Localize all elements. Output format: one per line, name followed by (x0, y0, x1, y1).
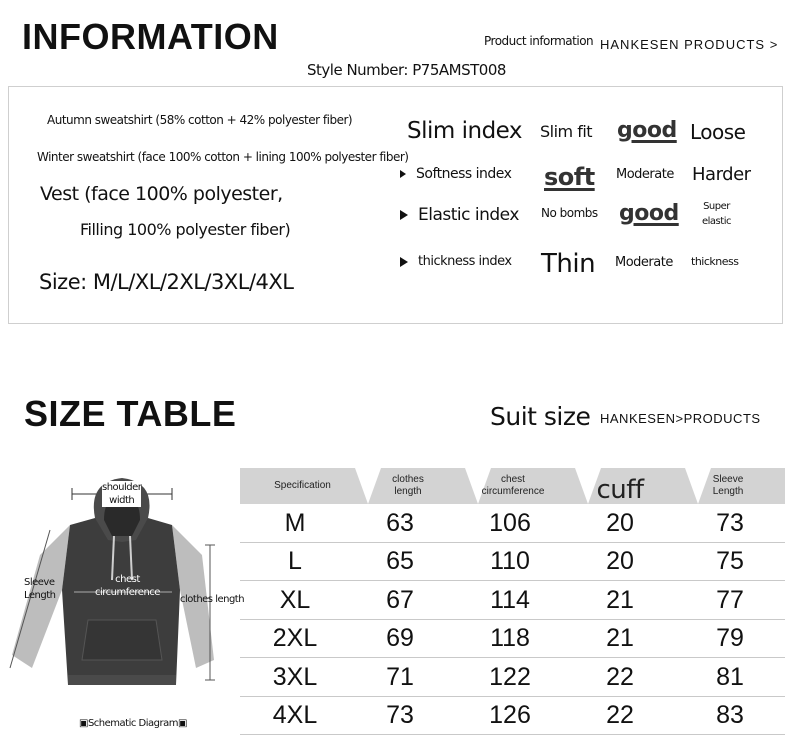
cell-clothes-length: 63 (386, 508, 414, 537)
diagram-chest-label (95, 573, 160, 599)
material-winter: Winter sweatshirt (face 100% cotton + lining 100% polyester fiber) (37, 150, 409, 164)
cell-cuff: 22 (606, 701, 634, 729)
table-row (240, 543, 785, 582)
size-brand-label: HANKESEN>PRODUCTS (600, 411, 761, 426)
elastic-opt-good: good (619, 201, 679, 226)
information-title: INFORMATION (22, 16, 279, 57)
cell-size: XL (279, 585, 311, 614)
cell-size: L (288, 547, 302, 575)
cell-sleeve: 77 (716, 585, 744, 614)
cell-clothes-length: 65 (386, 547, 414, 575)
softness-opt-moderate: Moderate (616, 167, 674, 182)
cell-chest: 118 (490, 624, 530, 652)
slim-opt-slimfit: Slim fit (540, 122, 593, 141)
cell-cuff: 21 (606, 624, 634, 652)
cell-cuff: 20 (606, 547, 634, 575)
header-clothes-length (368, 468, 448, 504)
diagram-shoulder-line2: width (109, 495, 135, 506)
diagram-sleeve-line2: Length (24, 590, 56, 601)
thickness-index-label: thickness index (418, 254, 512, 269)
size-list: Size: M/L/XL/2XL/3XL/4XL (39, 270, 294, 294)
cell-clothes-length: 67 (386, 585, 414, 614)
cell-sleeve: 75 (716, 547, 744, 575)
cell-clothes-length: 71 (386, 662, 414, 691)
diagram-shoulder-line1: shoulder (102, 482, 142, 493)
header-sleeve-line2: Length (712, 486, 744, 497)
bullet-triangle-icon (400, 210, 408, 220)
cell-sleeve: 81 (716, 662, 744, 691)
cell-sleeve: 73 (716, 508, 744, 537)
cell-size: 2XL (272, 624, 318, 652)
thickness-opt-moderate: Moderate (615, 255, 673, 270)
header-clothes-length-line1: clothes (392, 474, 424, 485)
cell-chest: 122 (489, 662, 531, 691)
table-row (240, 504, 785, 543)
size-table-title: SIZE TABLE (24, 393, 237, 434)
cell-chest: 126 (489, 701, 531, 729)
softness-opt-harder: Harder (692, 164, 751, 185)
material-vest-line2: Filling 100% polyester fiber) (80, 220, 291, 239)
cell-size: M (284, 508, 306, 537)
header-chest (472, 468, 554, 504)
slim-opt-loose: Loose (690, 120, 746, 144)
cell-cuff: 20 (606, 508, 634, 537)
header-clothes-length-line2: length (394, 486, 422, 497)
thickness-opt-thickness: thickness (691, 255, 739, 268)
size-table-body (240, 504, 785, 735)
brand-label: HANKESEN PRODUCTS > (600, 37, 779, 52)
header-chest-line2: circumference (481, 486, 545, 497)
cell-chest: 114 (490, 585, 530, 614)
softness-index-row (400, 166, 511, 182)
cell-sleeve: 79 (716, 624, 744, 652)
cell-chest: 110 (490, 547, 530, 575)
header-sleeve-line1: Sleeve (712, 474, 744, 485)
material-vest-line1: Vest (face 100% polyester, (40, 183, 283, 205)
elastic-opt-super (702, 199, 731, 229)
softness-opt-soft: soft (544, 163, 595, 191)
style-number: Style Number: P75AMST008 (307, 61, 506, 79)
material-autumn: Autumn sweatshirt (58% cotton + 42% polyester fiber) (47, 113, 353, 127)
cell-cuff: 22 (606, 662, 634, 691)
size-table (240, 468, 785, 735)
cell-size: 3XL (272, 662, 318, 691)
suit-size-label: Suit size (490, 402, 591, 431)
table-row (240, 697, 785, 736)
diagram-sleeve-line1: Sleeve (24, 577, 55, 588)
elastic-opt-super-line1: Super (703, 201, 730, 212)
diagram-sleeve-label (24, 576, 56, 602)
header-spec: Specification (274, 480, 331, 491)
softness-index-label: Softness index (416, 166, 512, 182)
thickness-index-row (400, 254, 512, 269)
diagram-clothes-length-label: clothes length (180, 594, 245, 605)
header-sleeve (690, 468, 766, 504)
slim-index-label: Slim index (407, 118, 523, 144)
cell-cuff: 21 (606, 585, 634, 614)
diagram-chest-line2: circumference (95, 587, 160, 598)
table-row (240, 620, 785, 659)
diagram-caption: ▣Schematic Diagram▣ (79, 718, 187, 729)
cell-sleeve: 83 (716, 701, 744, 729)
cell-chest: 106 (489, 508, 531, 537)
elastic-index-row (400, 205, 519, 225)
cell-size: 4XL (272, 701, 318, 729)
diagram-chest-line1: chest (115, 574, 140, 585)
elastic-opt-super-line2: elastic (702, 216, 731, 227)
slim-opt-good: good (617, 118, 677, 143)
diagram-shoulder-label (102, 481, 141, 507)
thickness-opt-thin: Thin (541, 249, 596, 279)
cell-clothes-length: 73 (386, 701, 414, 729)
table-row (240, 658, 785, 697)
elastic-index-label: Elastic index (418, 205, 519, 225)
cell-clothes-length: 69 (386, 624, 414, 652)
header-cuff: cuff (596, 475, 644, 505)
bullet-triangle-icon (400, 257, 408, 267)
product-information-label: Product information (484, 34, 594, 48)
table-row (240, 581, 785, 620)
bullet-triangle-icon (400, 170, 406, 178)
elastic-opt-nobombs: No bombs (541, 206, 598, 220)
header-chest-line1: chest (501, 474, 525, 485)
size-table-header (240, 468, 785, 504)
